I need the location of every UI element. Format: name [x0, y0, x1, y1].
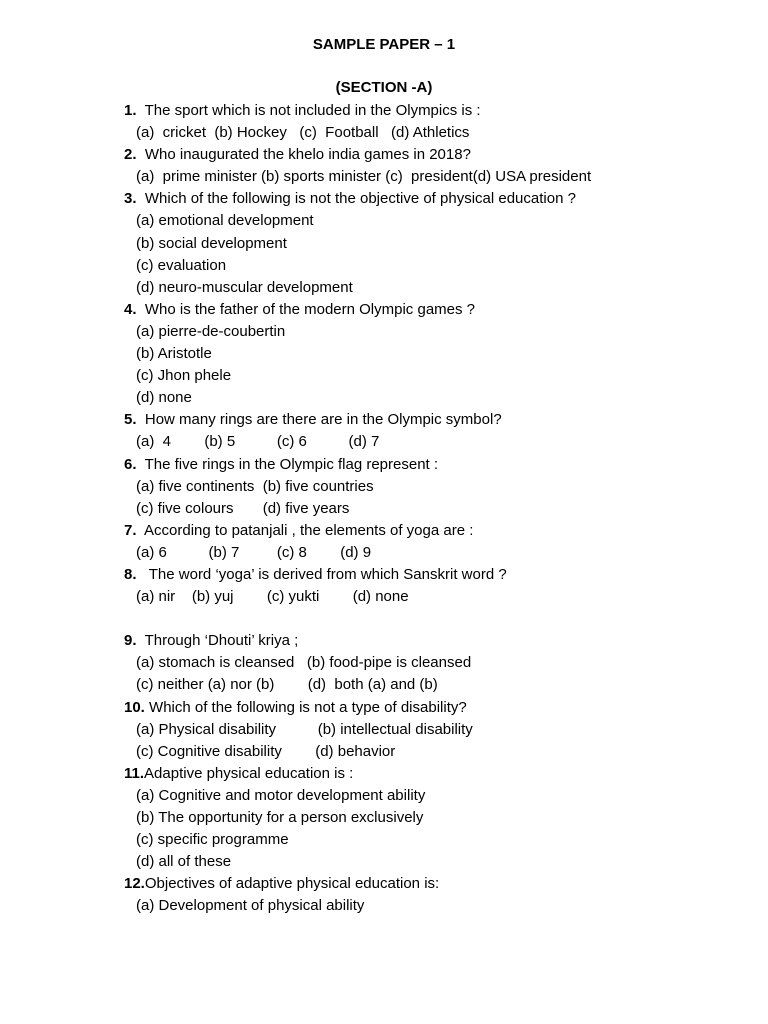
answer-options: (a) stomach is cleansed (b) food-pipe is cleansed — [136, 654, 472, 672]
answer-options: (c) neither (a) nor (b) (d) both (a) and (b) — [136, 676, 438, 694]
question — [124, 100, 748, 122]
question — [124, 564, 748, 586]
answer-options: (a) 6 (b) 7 (c) 8 (d) 9 — [136, 543, 372, 561]
question-text: How many rings are there are in the Olympic symbol? — [144, 411, 502, 429]
question — [124, 144, 748, 166]
blank-line — [124, 608, 748, 630]
question-text: The five rings in the Olympic flag represent : — [144, 455, 439, 473]
question-text: Objectives of adaptive physical education is: — [144, 875, 440, 893]
question — [124, 630, 748, 652]
answer-options: (c) evaluation — [136, 256, 227, 274]
question-number: 10. — [124, 698, 145, 716]
answer-options: (a) Physical disability (b) intellectual disability — [136, 720, 473, 738]
question-number: 6. — [124, 455, 137, 473]
answer-options: (a) 4 (b) 5 (c) 6 (d) 7 — [136, 433, 380, 451]
question — [124, 873, 748, 895]
question-text: According to patanjali , the elements of yoga are : — [144, 521, 474, 539]
answer-options: (a) pierre-de-coubertin — [136, 322, 286, 340]
question-text: Which of the following is not the objective of physical education ? — [144, 190, 576, 208]
question-spacer — [137, 566, 149, 583]
question-spacer — [137, 632, 145, 649]
question — [124, 454, 748, 476]
question-number: 2. — [124, 146, 137, 164]
section-heading: (SECTION -A) — [335, 79, 433, 96]
question-text: Adaptive physical education is : — [144, 764, 354, 782]
question-text: Who is the father of the modern Olympic games ? — [144, 300, 476, 318]
question-list — [124, 100, 748, 917]
question-number: 12. — [124, 875, 145, 893]
answer-options: (a) emotional development — [136, 212, 314, 230]
question — [124, 188, 748, 210]
question-spacer — [137, 190, 145, 207]
question-text: Which of the following is not a type of disability? — [149, 698, 467, 716]
question-text: Through ‘Dhouti’ kriya ; — [144, 632, 299, 650]
answer-options: (d) all of these — [136, 853, 232, 871]
answer-options: (d) none — [136, 389, 192, 407]
answer-options: (a) nir (b) yuj (c) yukti (d) none — [136, 588, 409, 606]
question-number: 7. — [124, 521, 137, 539]
answer-options: (b) social development — [136, 234, 287, 252]
answer-options: (c) Jhon phele — [136, 367, 232, 385]
answer-options: (c) specific programme — [136, 831, 289, 849]
question-number: 5. — [124, 411, 137, 429]
question-number: 1. — [124, 102, 137, 119]
question-number: 11. — [124, 764, 145, 782]
question-text: The word ‘yoga’ is derived from which Sanskrit word ? — [148, 565, 507, 583]
answer-options: (d) neuro-muscular development — [136, 278, 353, 296]
question-number: 3. — [124, 190, 137, 208]
question-number: 9. — [124, 632, 137, 650]
answer-options: (a) five continents (b) five countries — [136, 477, 374, 495]
question-spacer — [137, 456, 145, 473]
question — [124, 763, 748, 785]
question — [124, 299, 748, 321]
paper-title: SAMPLE PAPER – 1 — [312, 36, 456, 53]
question-spacer — [137, 102, 145, 119]
answer-options: (a) cricket (b) Hockey (c) Football (d) Athletics — [136, 124, 470, 142]
question — [124, 697, 748, 719]
answer-options: (a) prime minister (b) sports minister (c) president(d) USA president — [136, 168, 592, 186]
answer-options: (c) five colours (d) five years — [136, 499, 350, 517]
question-spacer — [137, 411, 145, 428]
question-spacer — [137, 301, 145, 318]
question-spacer — [137, 522, 145, 539]
answer-options: (a) Cognitive and motor development ability — [136, 786, 426, 804]
question-text: The sport which is not included in the Olympics is : — [144, 102, 481, 119]
question — [124, 520, 748, 542]
answer-options: (b) Aristotle — [136, 345, 212, 363]
answer-options: (a) Development of physical ability — [136, 897, 365, 915]
question-number: 8. — [124, 565, 137, 583]
question-number: 4. — [124, 300, 137, 318]
question — [124, 409, 748, 431]
question-text: Who inaugurated the khelo india games in 2018? — [144, 146, 471, 164]
answer-options: (c) Cognitive disability (d) behavior — [136, 742, 396, 760]
answer-options: (b) The opportunity for a person exclusively — [136, 809, 424, 826]
question-spacer — [137, 146, 145, 163]
